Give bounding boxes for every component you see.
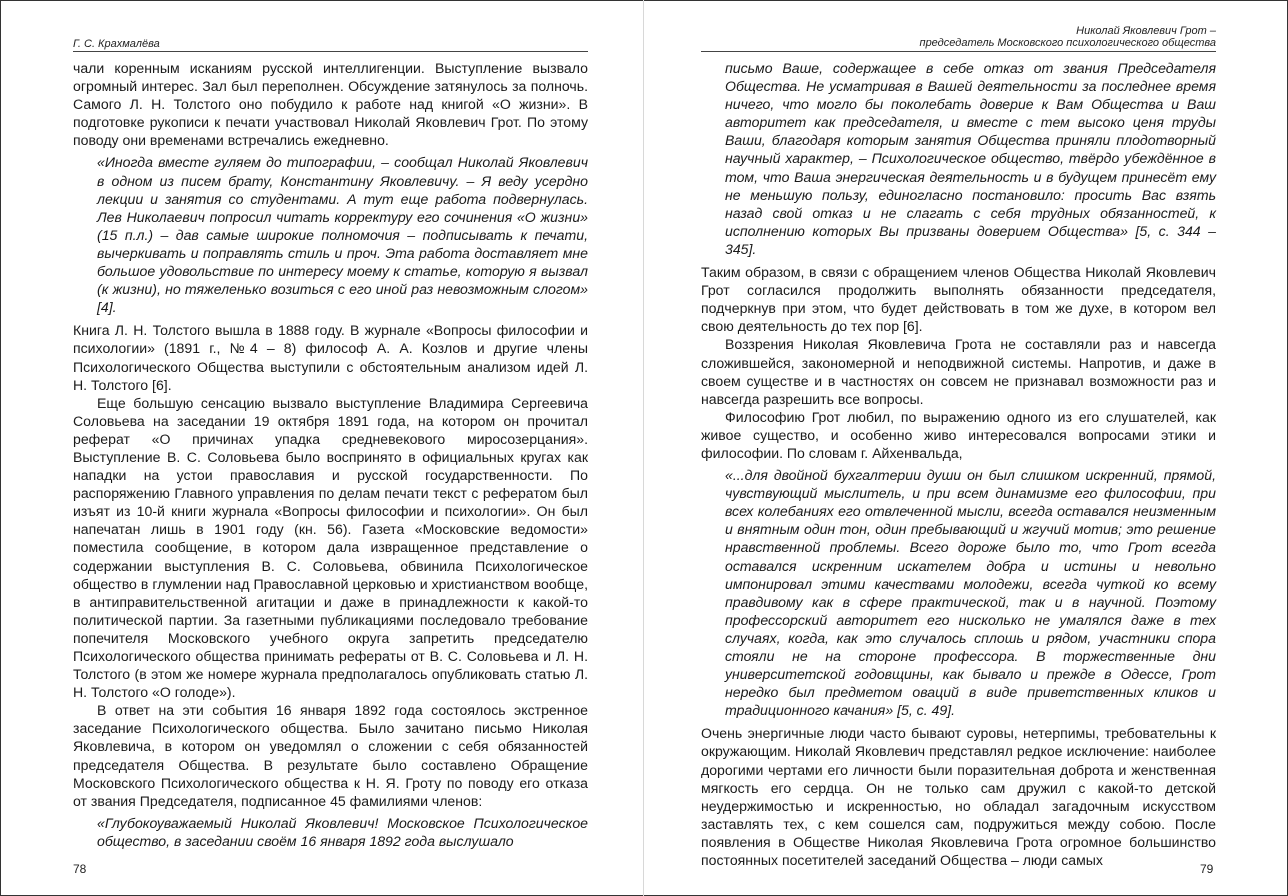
- paragraph: чали коренным исканиям русской интеллигенции. Выступление вызвало огромный интерес. Зал был переполнен. Обсуждение затянулось за полночь. Самого Л. Н. Толстого оно побудило к работе над книгой «О жизни». В подготовке рукописи к печати участвовал Николай Яковлевич Грот. По этому поводу они временами встречались ежедневно.: [73, 60, 588, 149]
- paragraph: Очень энергичные люди часто бывают суровы, нетерпимы, требовательны к окружающим. Николай Яковлевич представлял редкое исключение: наиболее дорогими чертами его личности были поразительная доброта и женственная мягкость его сердца. Он не только сам дружил с какой-то детской неудержимостью и искренностью, но обладал загадочным искусством заставлять тех, с кем сошелся сам, подружиться между собою. После появления в Обществе Николая Яковлевича Грота огромное большинство постоянных посетителей заседаний Общества – люди самых: [701, 725, 1216, 869]
- left-page-body: [73, 59, 588, 855]
- left-page-number: 78: [73, 862, 87, 876]
- left-header-rule: [73, 51, 588, 52]
- paragraph: Книга Л. Н. Толстого вышла в 1888 году. В журнале «Вопросы философии и психологии» (1891 г., №4 – 8) философ А. А. Козлов и другие члены Психологического Общества выступили с обстоятельным анализом идей Л. Н. Толстого [6].: [73, 322, 588, 393]
- page-gutter: [643, 0, 644, 896]
- right-page-number: 79: [1200, 862, 1214, 876]
- block-quote: письмо Ваше, содержащее в себе отказ от звания Председателя Общества. Не усматривая в Вашей деятельности за последнее время ничего, что могло бы поколебать доверие к Вам Общества и Ваш авторитет как председателя, и вместе с тем высоко ценя труды Ваши, благодаря которым занятия Общества приняли плодотворный научный характер, – Психологическое общество, твёрдо убеждённое в том, что Ваша энергическая деятельность и в будущем принесёт ему не меньшую пользу, единогласно постановило: просить Вас взять назад свой отказ и не слагать с себя трудных обязанностей, к исполнению которых Вы призваны доверием Общества» [5, с. 344 – 345].: [725, 60, 1216, 257]
- paragraph: В ответ на эти события 16 января 1892 года состоялось экстренное заседание Психологического общества. Было зачитано письмо Николая Яковлевича, в котором он уведомлял о сложении с себя обязанностей председателя Общества. В результате было составлено Обращение Московского Психологического общества к Н. Я. Гроту по поводу его отказа от звания Председателя, подписанное 45 фамилиями членов:: [73, 702, 588, 809]
- right-running-head: [701, 25, 1216, 49]
- paragraph: Философию Грот любил, по выражению одного из его слушателей, как живое существо, и особенно живо интересовался вопросами этики и философии. По словам г. Айхенвальда,: [701, 408, 1216, 461]
- right-page-body: [701, 59, 1216, 869]
- running-head-line-2: председатель Московского психологического общества: [919, 37, 1216, 49]
- block-quote: «Глубокоуважаемый Николай Яковлевич! Московское Психологическое общество, в заседании своём 16 января 1892 года выслушало: [97, 814, 588, 849]
- running-head-line-1: Николай Яковлевич Грот –: [1076, 25, 1216, 37]
- right-header-rule: [701, 51, 1216, 52]
- left-running-head: Г. С. Крахмалёва: [73, 38, 160, 50]
- paragraph: Еще большую сенсацию вызвало выступление Владимира Сергеевича Соловьева на заседании 19 октября 1891 года, на котором он прочитал реферат «О причинах упадка средневекового миросозерцания». Выступление В. С. Соловьева было воспринято в официальных кругах как нападки на устои православия и русской государственности. По распоряжению Главного управления по делам печати текст с рефератом был изъят из 10-й книги журнала «Вопросы философии и психологии». Он был напечатан лишь в 1901 году (кн. 56). Газета «Московские ведомости» поместила сообщение, в котором дала извращенное представление о содержании выступления В. С. Соловьева, обвинила Психологическое общество в глумлении над Православной церковью и христианством вообще, в антиправительственной агитации и даже в принадлежности к какой-то политической партии. За газетными публикациями последовало требование попечителя Московского учебного округа запретить председателю Психологического общества принимать рефераты от В. С. Соловьева и Л. Н. Толстого (в этом же номере журнала предполагалось опубликовать статью Л. Н. Толстого «О голоде»).: [73, 394, 588, 701]
- paragraph: Воззрения Николая Яковлевича Грота не составляли раз и навсегда сложившейся, закономерной и неподвижной системы. Напротив, и даже в своем существе и в частностях он совсем не признавал возможности раз и навсегда разрешить все вопросы.: [701, 336, 1216, 407]
- block-quote: «...для двойной бухгалтерии души он был слишком искренний, прямой, чувствующий мыслитель, и при всем динамизме его философии, при всех колебаниях его отвлеченной мысли, всегда оставался неизменным и внятным один тон, один пребывающий и жгучий мотив; это решение нравственной проблемы. Всего дороже было то, что Грот всегда оставался искренним искателем добра и истины и невольно импонировал этими качествами молодежи, всегда чуткой ко всему правдивому как в сфере практической, так и в научной. Поэтому профессорский авторитет его нисколько не умалялся даже в тех случаях, когда, как это случалось сплошь и рядом, участники спора стояли не на стороне профессора. В торжественные дни университетской годовщины, как бывало и прежде в Одессе, Грот нередко был предметом оваций в виде приветственных кликов и традиционного качания» [5, с. 49].: [725, 467, 1216, 719]
- block-quote: «Иногда вместе гуляем до типографии, – сообщал Николай Яковлевич в одном из писем брату, Константину Яковлевичу. – Я веду усердно лекции и занятия со студентами. А тут еще работа подвернулась. Лев Николаевич попросил читать корректуру его сочинения «О жизни» (15 п.л.) – дав самые широкие полномочия – подписывать к печати, вычеркивать и поправлять стиль и проч. Эта работа доставляет мне большое удовольствие по интересу моему к статье, которую я вызвал (к жизни), но тяжеленько возиться с его иной раз невозможным слогом» [4].: [97, 154, 588, 316]
- paragraph: Таким образом, в связи с обращением членов Общества Николай Яковлевич Грот согласился продолжить выполнять обязанности председателя, подчеркнув при этом, что будет действовать в том же духе, в котором вел свою деятельность до тех пор [6].: [701, 264, 1216, 335]
